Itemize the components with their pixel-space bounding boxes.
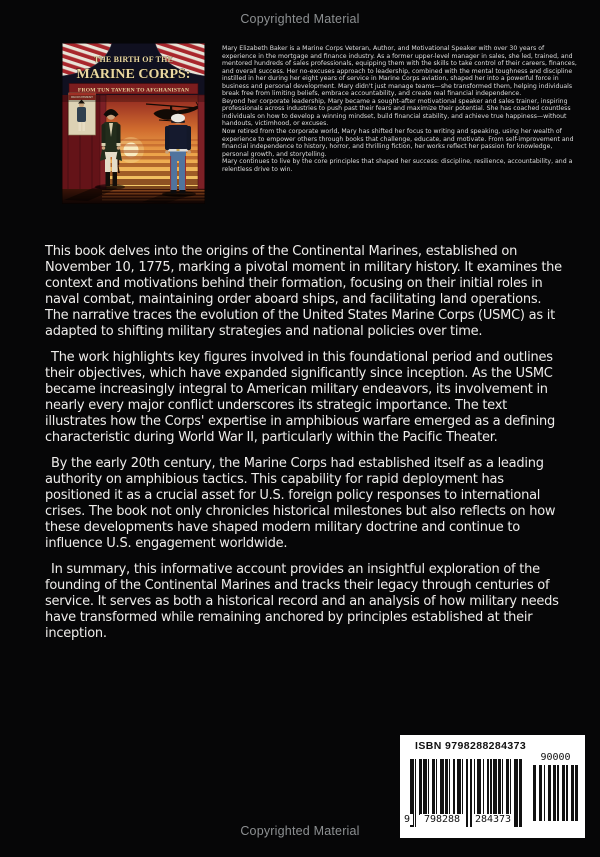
poster-title: RECRUITMENT xyxy=(71,95,93,99)
author-bio-paragraph: Mary continues to live by the core principles that shaped her success: discipline, resilience, accountability, and a relentless drive to win. xyxy=(222,158,573,173)
cover-art xyxy=(62,43,205,204)
book-cover-thumbnail xyxy=(62,43,205,204)
copyright-watermark-top: Copyrighted Material xyxy=(240,12,360,26)
description-paragraph: By the early 20th century, the Marine Corps had established itself as a leading authority on amphibious tactics. This capability for rapid deployment has positioned it as a crucial asset for U.S. foreign policy responses to international crises. The book not only chronicles historical milestones but also reflects on how these developments have shaped modern military doctrine and continue to influence U.S. engagement worldwide. xyxy=(45,456,556,551)
barcode-digit-group1: 798288 xyxy=(420,814,464,825)
cover-title-line1: THE BIRTH OF THE xyxy=(93,55,174,64)
barcode-bars-addon xyxy=(533,765,578,821)
author-bio xyxy=(222,45,579,173)
scene-top-shadow xyxy=(62,95,205,102)
author-bio-paragraph: Beyond her corporate leadership, Mary became a sought-after motivational speaker and sales trainer, inspiring professionals across industries to push past their fears and maximize their potential. She has coached countless individuals on how to develop a winning mindset, build financial stability, and achieve true happiness—without handouts, victimhood, or excuses. xyxy=(222,97,571,128)
isbn-barcode-box xyxy=(400,735,585,838)
book-description xyxy=(45,244,564,652)
author-bio-paragraph: Now retired from the corporate world, Mary has shifted her focus to writing and speaking, using her wealth of experience to empower others through books that challenge, educate, and motivate. From self-improvement and financial independence to history, horror, and thrilling fiction, her works reflect her passion for knowledge, personal growth, and storytelling. xyxy=(222,128,574,158)
author-bio-paragraph: Mary Elizabeth Baker is a Marine Corps Veteran, Author, and Motivational Speaker with over 30 years of experience in the mortgage and finance industry. As a former upper-level manager in sales, she led, trained, and mentored hundreds of sales professionals, equipping them with the skills to take control of their careers, finances, and overall success. Her no-excuses approach to leadership, combined with the mental toughness and discipline instilled in her during her eight years of service in Marine Corps aviation, shaped her into a powerful force in business and personal development. Mary didn't just manage teams—she transformed them, helping individuals break free from limiting beliefs, embrace accountability, and create real financial independence. xyxy=(222,45,577,98)
cover-title-line2: MARINE CORPS: xyxy=(76,67,191,82)
barcode-addon-label: 90000 xyxy=(540,752,571,763)
barcode-digit-left: 9 xyxy=(401,814,413,825)
description-paragraph: In summary, this informative account provides an insightful exploration of the founding of the Continental Marines and tracks their legacy through centuries of service. It serves as both a historical record and an analysis of how military needs have transformed while remaining anchored by principles established at their inception. xyxy=(45,562,559,641)
description-paragraph: The work highlights key figures involved in this foundational period and outlines their objectives, which have expanded significantly since inception. As the USMC became increasingly integral to American military endeavors, its involvement in nearly every major conflict underscores its strategic importance. The text illustrates how the Corps' expertise in amphibious warfare emerged as a defining characteristic during World War II, particularly within the Pacific Theater. xyxy=(45,350,555,445)
barcode-digit-group2: 284373 xyxy=(472,814,514,825)
cover-subtitle: FROM TUN TAVERN TO AFGHANISTAN xyxy=(77,87,190,94)
copyright-watermark-bottom: Copyrighted Material xyxy=(240,824,360,838)
description-paragraph: This book delves into the origins of the Continental Marines, established on November 10, 1775, marking a pivotal moment in military history. It examines the context and motivations behind their formation, focusing on their initial roles in naval combat, maintaining order aboard ships, and facilitating land operations. The narrative traces the evolution of the United States Marine Corps (USMC) as it adapted to shifting military strategies and national policies over time. xyxy=(45,244,562,339)
isbn-label: ISBN 9798288284373 xyxy=(415,740,527,752)
